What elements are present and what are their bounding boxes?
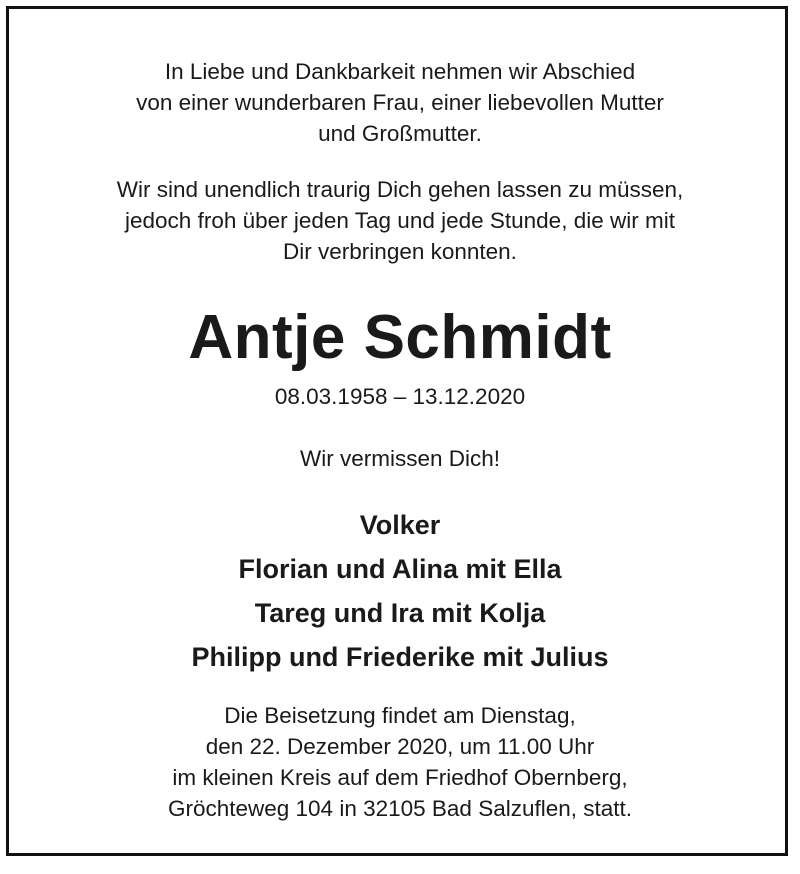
sorrow-line: Wir sind unendlich traurig Dich gehen lassen zu müssen, bbox=[116, 177, 684, 202]
life-dates: 08.03.1958 – 13.12.2020 bbox=[274, 384, 526, 409]
burial-paragraph bbox=[0, 700, 800, 824]
sorrow-paragraph bbox=[0, 174, 800, 267]
intro-paragraph bbox=[0, 56, 800, 149]
burial-line: im kleinen Kreis auf dem Friedhof Obernberg, bbox=[172, 765, 628, 790]
intro-line: und Großmutter. bbox=[318, 121, 482, 146]
family-line: Volker bbox=[359, 510, 441, 540]
sorrow-line: Dir verbringen konnten. bbox=[283, 239, 517, 264]
burial-line: den 22. Dezember 2020, um 11.00 Uhr bbox=[205, 734, 595, 759]
burial-line: Die Beisetzung findet am Dienstag, bbox=[224, 703, 576, 728]
family-list bbox=[0, 503, 800, 679]
intro-line: von einer wunderbaren Frau, einer liebevollen Mutter bbox=[136, 90, 664, 115]
miss-text: Wir vermissen Dich! bbox=[299, 446, 501, 471]
family-line: Florian und Alina mit Ella bbox=[238, 554, 562, 584]
sorrow-line: jedoch froh über jeden Tag und jede Stunde, die wir mit bbox=[125, 208, 675, 233]
deceased-name: Antje Schmidt bbox=[188, 303, 612, 372]
intro-line: In Liebe und Dankbarkeit nehmen wir Abschied bbox=[164, 59, 636, 84]
family-line: Tareg und Ira mit Kolja bbox=[254, 598, 546, 628]
burial-line: Gröchteweg 104 in 32105 Bad Salzuflen, statt. bbox=[167, 796, 633, 821]
family-line: Philipp und Friederike mit Julius bbox=[191, 642, 609, 672]
